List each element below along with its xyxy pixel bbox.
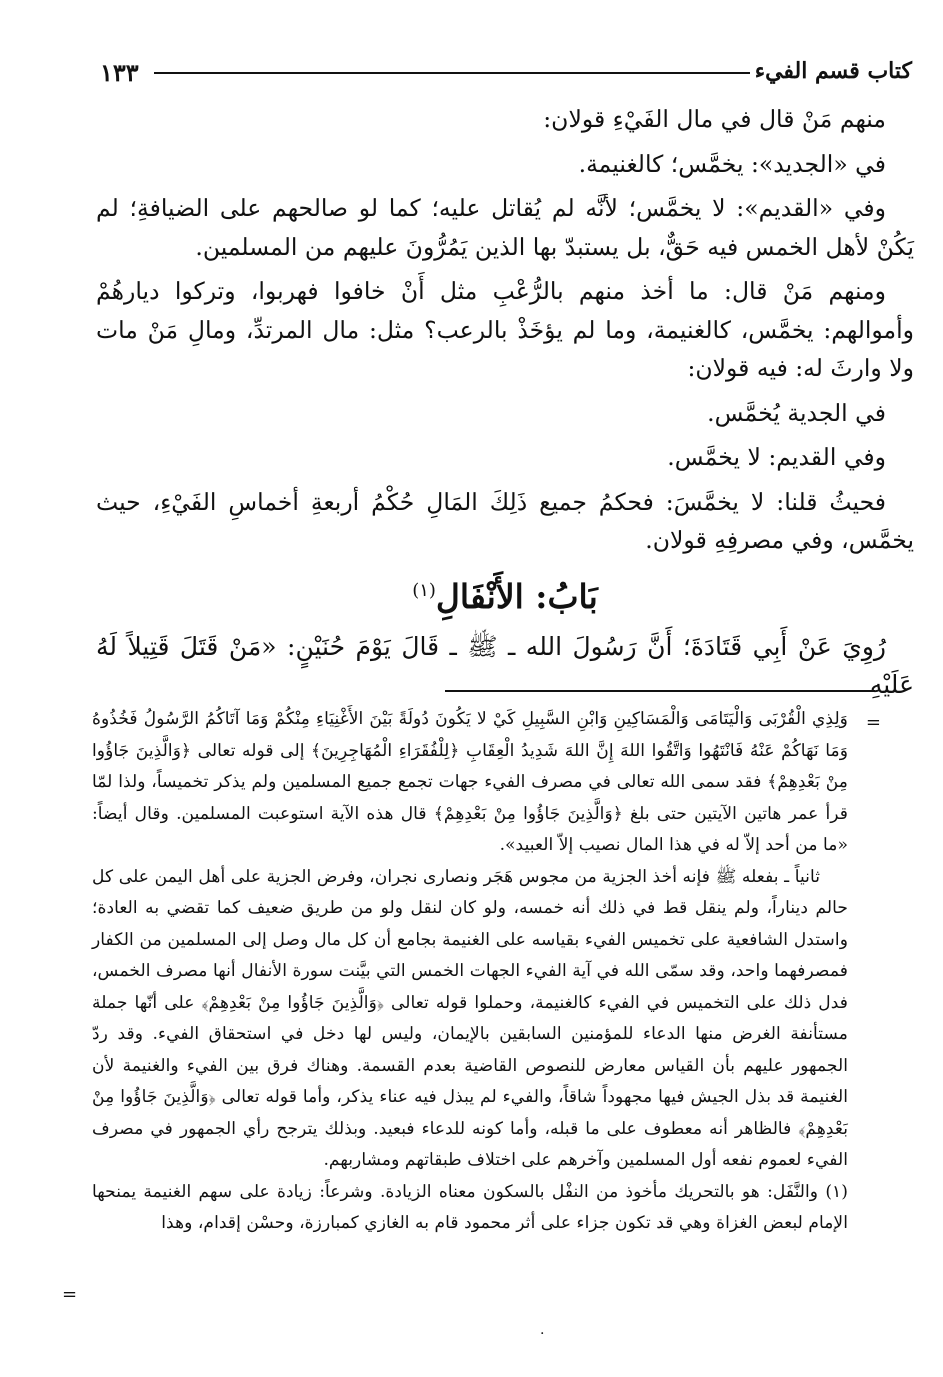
- running-title: كتاب قسم الفيء: [754, 58, 912, 84]
- paragraph: وفي «القديم»: لا يخمَّس؛ لأنَّه لم يُقاتل عليه؛ كما لو صالحهم على الضيافةِ؛ لم يَكُنْ لأهل الخمس فيه حَقٌّ، بل يستبدّ بها الذين يَمُرُّونَ عليهم من المسلمين.: [96, 194, 914, 261]
- continuation-marker: =: [865, 712, 881, 733]
- footnote-paragraph: ثانياً ـ بفعله ﷺ فإنه أخذ الجزية من مجوس هَجَر ونصارى نجران، وفرض الجزية على أهل اليمن على كل حالم ديناراً، ولم ينقل قط في ذلك أنه خمسه، ولو كان لنقل ولو من طريق ضعيف كما تقضي به العادة؛ واستدل الشافعية على تخميس الفيء بقياسه على الغنيمة بجامع أن كل مال وصل إلى المسلمين من الكفار فمصرفهما واحد، وقد سمّى الله في آية الفيء الجهات الخمس التي بيَّنت سورة الأنفال أنها مصرف الخمس، فدل ذلك على التخميس في الفيء كالغنيمة، وحملوا قوله تعالى ﴿وَالَّذِينَ جَاؤُوا مِنْ بَعْدِهِمْ﴾ على أنّها جملة مستأنفة الغرض منها الدعاء للمؤمنين السابقين بالإيمان، وليس لها دخل في استحقاق الفيء. وقد ردّ الجمهور عليهم بأن القياس معارض للنصوص القاضية بعدم القسمة. وهناك فرق بين الفيء والغنيمة لأن الغنيمة قد بذل الجيش فيها مجهوداً شاقاً، والفيء لم يبذل فيه عناء يذكر، وأما قوله تعالى ﴿وَالَّذِينَ جَاؤُوا مِنْ بَعْدِهِمْ﴾ فالظاهر أنه معطوف على ما قبله، وأما كونه للدعاء فبعيد. وبذلك يترجح رأي الجمهور في مصرف الفيء لعموم نفعه أول المسلمين وآخرهم على اختلاف طبقاتهم ومشاربهم.: [92, 866, 848, 1170]
- footnote-rule: [445, 690, 875, 692]
- paragraph: ومنهم مَنْ قال: ما أخذ منهم بالرُّعْبِ مثل أَنْ خافوا فهربوا، وتركوا ديارهُمْ وأموالهم: يخمَّس، كالغنيمة، وما لم يؤخَذْ بالرعب؟ مثل: مال المرتدِّ، ومالِ مَنْ مات ولا وارثَ له: فيه قولان:: [96, 277, 914, 382]
- paragraph: منهم مَنْ قال في مال الفَيْءِ قولان:: [543, 105, 886, 133]
- hadith-text: رُوِيَ عَنْ أَبِي قَتَادَةَ؛ أَنَّ رَسُولَ الله ـ ﷺ ـ قَالَ يَوْمَ حُنَيْنٍ: «مَنْ قَتَلَ قَتِيلاً لَهُ عَلَيْهِ: [96, 631, 914, 699]
- chapter-heading: [96, 566, 914, 622]
- chapter-heading-text: بَابُ: الأَنْفَالِ: [435, 576, 598, 616]
- footnote-paragraph: (١) والنَّفَل: هو بالتحريك مأخوذ من النفْل بالسكون معناه الزيادة. وشرعاً: زيادة على سهم الغنيمة يمنحها الإمام لبعض الغزاة وهي قد تكون جزاء على أثر محمود قام به الغازي كمبارزة، وحسْن إقدام، وهذا: [92, 1181, 848, 1233]
- paragraph: في «الجديد»: يخمَّس؛ كالغنيمة.: [578, 149, 886, 178]
- header-rule: [154, 72, 750, 74]
- paragraph: وفي القديم: لا يخمَّس.: [667, 443, 886, 471]
- continuation-marker: =: [62, 1284, 78, 1305]
- page-header: [92, 58, 912, 98]
- footnote-ref: (١): [412, 579, 436, 601]
- footnote-paragraph: وَلِذِي الْقُرْبَى وَالْيَتَامَى وَالْمَسَاكِينِ وَابْنِ السَّبِيلِ كَيْ لا يَكُونَ دُولَةً بَيْنَ الأَغْنِيَاءِ مِنْكُمْ وَمَا آتَاكُمُ الرَّسُولُ فَخُذُوهُ وَمَا نَهَاكُمْ عَنْهُ فَانْتَهُوا وَاتَّقُوا اللهَ إِنَّ اللهَ شَدِيدُ الْعِقَابِ ﴿لِلْفُقَرَاءِ الْمُهَاجِرِينَ﴾ إلى قوله تعالى ﴿وَالَّذِينَ جَاؤُوا مِنْ بَعْدِهِمْ﴾ فقد سمى الله تعالى في مصرف الفيء جهات تجمع جميع المسلمين ولم يذكر تخميساً، ولذا لمّا قرأ عمر هاتين الآيتين حتى بلغ ﴿وَالَّذِينَ جَاؤُوا مِنْ بَعْدِهِمْ﴾ قال هذه الآية استوعبت المسلمين. وقال أيضاً: «ما من أحد إلاّ له في هذا المال نصيب إلاّ العبيد».: [92, 709, 848, 855]
- paragraph: في الجدية يُخمَّس.: [707, 398, 886, 427]
- paragraph: فحيثُ قلنا: لا يخمَّسَ: فحكمُ جميع ذَلِكَ المَالِ حُكْمُ أربعةِ أخماسِ الفَيْءِ، حيث يخمَّس، وفي مصرفِهِ قولان.: [96, 487, 914, 554]
- footnotes: [92, 704, 848, 1240]
- page-number: ١٣٣: [100, 58, 139, 87]
- page-dot: .: [540, 1322, 545, 1338]
- main-text: [96, 100, 914, 711]
